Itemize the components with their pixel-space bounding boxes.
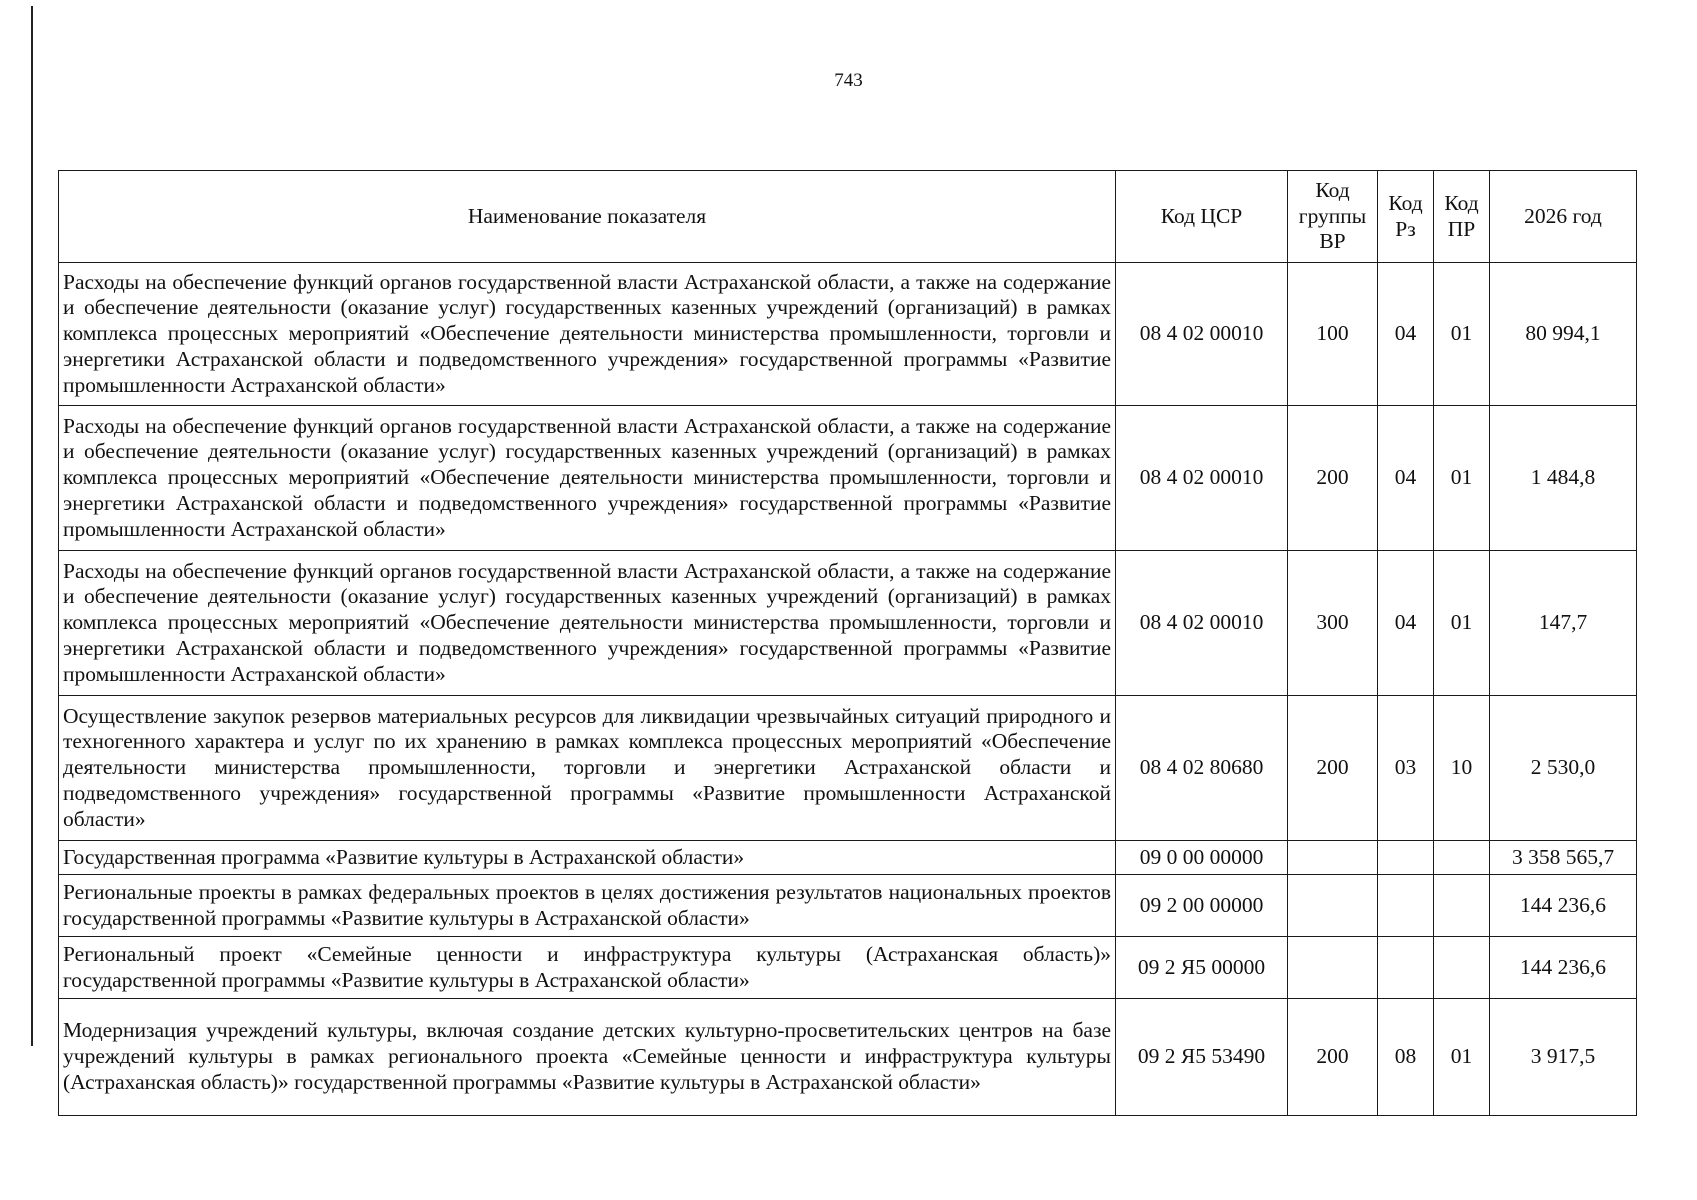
row-name: Расходы на обеспечение функций органов государственной власти Астраханской области, а также на содержание и обеспечение деятельности (оказание услуг) государственных казенных учреждений (организаций) в рамках комплекса процессных мероприятий «Обеспечение деятельности министерства промышленности, торговли и энергетики Астраханской области и подведомственного учреждения» государственной программы «Развитие промышленности Астраханской области»	[59, 263, 1116, 406]
row-name: Региональный проект «Семейные ценности и инфраструктура культуры (Астраханская область)» государственной программы «Развитие культуры в Астраханской области»	[59, 937, 1116, 999]
header-pr: Код ПР	[1434, 171, 1490, 263]
row-csr: 08 4 02 00010	[1116, 406, 1288, 551]
row-name: Региональные проекты в рамках федеральных проектов в целях достижения результатов национальных проектов государственной программы «Развитие культуры в Астраханской области»	[59, 875, 1116, 937]
table-row	[59, 263, 1637, 406]
row-vr	[1288, 875, 1378, 937]
row-csr: 09 2 00 00000	[1116, 875, 1288, 937]
row-name: Расходы на обеспечение функций органов государственной власти Астраханской области, а также на содержание и обеспечение деятельности (оказание услуг) государственных казенных учреждений (организаций) в рамках комплекса процессных мероприятий «Обеспечение деятельности министерства промышленности, торговли и энергетики Астраханской области и подведомственного учреждения» государственной программы «Развитие промышленности Астраханской области»	[59, 551, 1116, 696]
row-vr: 200	[1288, 696, 1378, 841]
row-amount: 1 484,8	[1490, 406, 1637, 551]
row-pr	[1434, 937, 1490, 999]
header-row	[59, 171, 1637, 263]
row-name: Осуществление закупок резервов материальных ресурсов для ликвидации чрезвычайных ситуаций природного и техногенного характера и услуг по их хранению в рамках комплекса процессных мероприятий «Обеспечение деятельности министерства промышленности, торговли и энергетики Астраханской области и подведомственного учреждения» государственной программы «Развитие промышленности Астраханской области»	[59, 696, 1116, 841]
page-number: 743	[834, 70, 863, 91]
row-amount: 80 994,1	[1490, 263, 1637, 406]
header-year: 2026 год	[1490, 171, 1637, 263]
row-amount: 3 358 565,7	[1490, 841, 1637, 875]
row-amount: 144 236,6	[1490, 875, 1637, 937]
header-vr: Код группы ВР	[1288, 171, 1378, 263]
row-rz: 08	[1378, 999, 1434, 1116]
row-rz	[1378, 875, 1434, 937]
header-rz: Код Рз	[1378, 171, 1434, 263]
row-pr: 10	[1434, 696, 1490, 841]
row-vr	[1288, 937, 1378, 999]
header-name: Наименование показателя	[59, 171, 1116, 263]
row-csr: 09 2 Я5 53490	[1116, 999, 1288, 1116]
row-rz: 04	[1378, 406, 1434, 551]
row-rz: 04	[1378, 551, 1434, 696]
header-csr: Код ЦСР	[1116, 171, 1288, 263]
row-pr: 01	[1434, 999, 1490, 1116]
row-pr: 01	[1434, 263, 1490, 406]
row-csr: 08 4 02 80680	[1116, 696, 1288, 841]
row-name: Модернизация учреждений культуры, включая создание детских культурно-просветительских центров на базе учреждений культуры в рамках регионального проекта «Семейные ценности и инфраструктура культуры (Астраханская область)» государственной программы «Развитие культуры в Астраханской области»	[59, 999, 1116, 1116]
row-amount: 144 236,6	[1490, 937, 1637, 999]
row-name: Государственная программа «Развитие культуры в Астраханской области»	[59, 841, 1116, 875]
row-vr: 200	[1288, 406, 1378, 551]
row-rz	[1378, 937, 1434, 999]
table-row	[59, 841, 1637, 875]
row-rz: 03	[1378, 696, 1434, 841]
table-row	[59, 406, 1637, 551]
row-csr: 08 4 02 00010	[1116, 551, 1288, 696]
row-pr	[1434, 841, 1490, 875]
row-name: Расходы на обеспечение функций органов государственной власти Астраханской области, а также на содержание и обеспечение деятельности (оказание услуг) государственных казенных учреждений (организаций) в рамках комплекса процессных мероприятий «Обеспечение деятельности министерства промышленности, торговли и энергетики Астраханской области и подведомственного учреждения» государственной программы «Развитие промышленности Астраханской области»	[59, 406, 1116, 551]
budget-table	[58, 170, 1637, 1116]
row-pr	[1434, 875, 1490, 937]
table-row	[59, 551, 1637, 696]
row-vr	[1288, 841, 1378, 875]
row-amount: 3 917,5	[1490, 999, 1637, 1116]
table-row	[59, 937, 1637, 999]
table-row	[59, 875, 1637, 937]
row-amount: 2 530,0	[1490, 696, 1637, 841]
row-csr: 09 2 Я5 00000	[1116, 937, 1288, 999]
table-row	[59, 999, 1637, 1116]
row-csr: 08 4 02 00010	[1116, 263, 1288, 406]
row-csr: 09 0 00 00000	[1116, 841, 1288, 875]
row-rz: 04	[1378, 263, 1434, 406]
row-pr: 01	[1434, 406, 1490, 551]
left-margin-rule	[31, 6, 33, 1046]
row-vr: 300	[1288, 551, 1378, 696]
table-row	[59, 696, 1637, 841]
row-amount: 147,7	[1490, 551, 1637, 696]
row-rz	[1378, 841, 1434, 875]
row-vr: 100	[1288, 263, 1378, 406]
row-vr: 200	[1288, 999, 1378, 1116]
row-pr: 01	[1434, 551, 1490, 696]
